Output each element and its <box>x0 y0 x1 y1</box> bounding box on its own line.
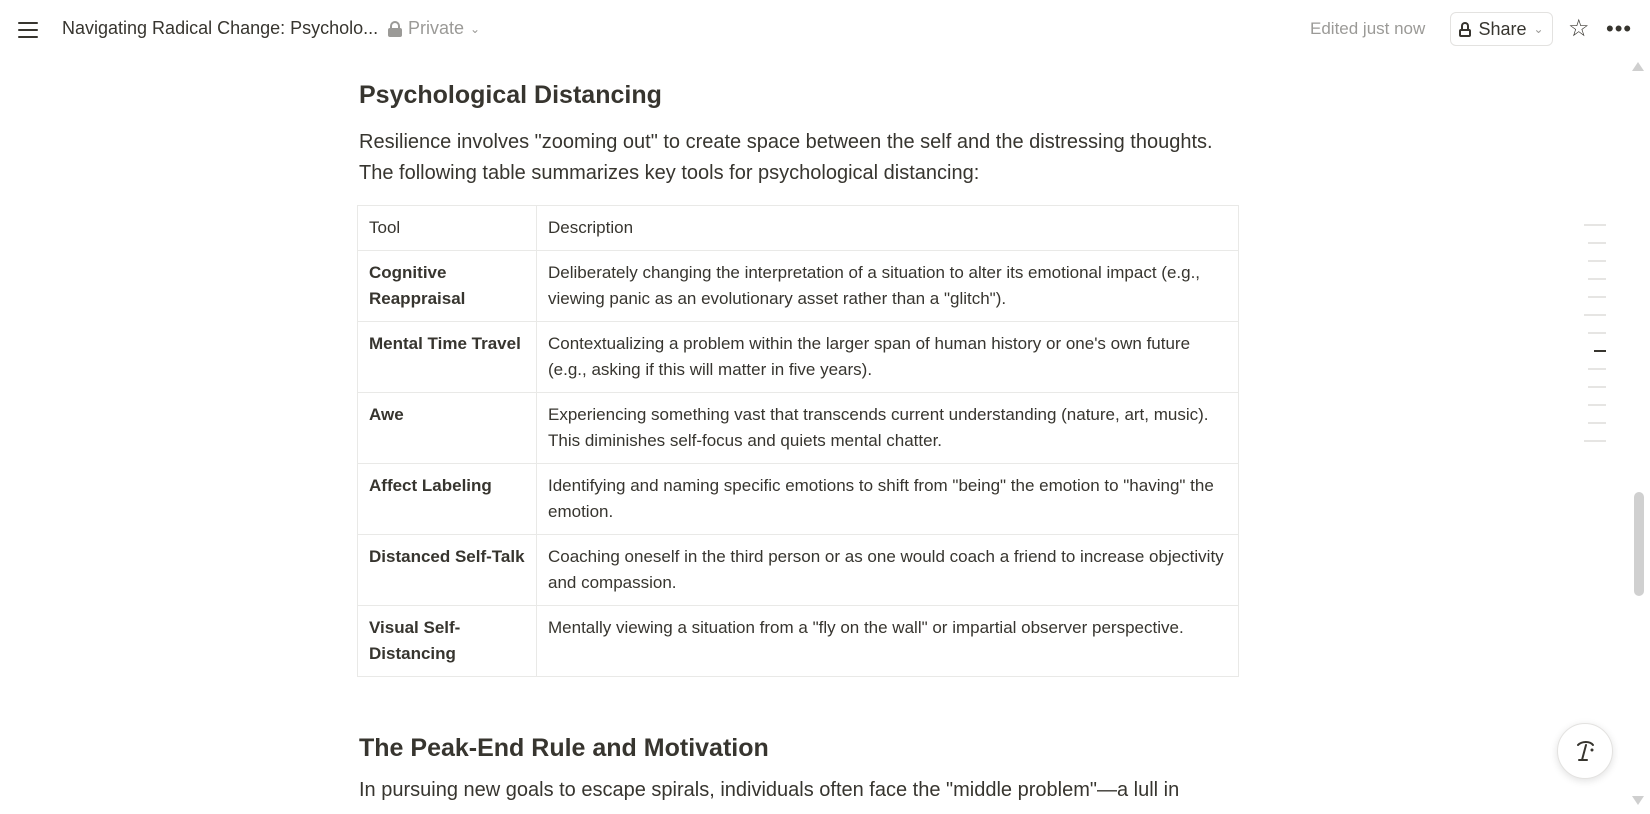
outline-tick[interactable] <box>1584 224 1606 226</box>
table-cell-description: Mentally viewing a situation from a "fly on the wall" or impartial observer perspective. <box>537 606 1239 677</box>
table-header-row <box>358 206 1239 251</box>
top-bar <box>0 0 1650 60</box>
ai-assistant-button[interactable] <box>1557 723 1613 779</box>
table-row <box>358 393 1239 464</box>
table-cell-tool: Affect Labeling <box>358 464 537 535</box>
table-cell-tool: Awe <box>358 393 537 464</box>
outline-tick[interactable] <box>1588 404 1606 406</box>
intro-line: Resilience involves "zooming out" to create space between the self and the distressing thoughts. <box>359 131 1213 153</box>
outline-tick[interactable] <box>1588 368 1606 370</box>
outline-tick[interactable] <box>1588 296 1606 298</box>
share-label: Share <box>1478 18 1527 39</box>
table-header-tool: Tool <box>358 206 537 251</box>
page-outline[interactable] <box>1584 224 1606 464</box>
table-row <box>358 606 1239 677</box>
outline-tick-active[interactable] <box>1594 350 1606 352</box>
table-cell-tool: Cognitive Reappraisal <box>358 251 537 322</box>
table-cell-description: Identifying and naming specific emotions to shift from "being" the emotion to "having" the emotion. <box>537 464 1239 535</box>
table-header-description: Description <box>537 206 1239 251</box>
scrollbar-thumb[interactable] <box>1634 492 1644 596</box>
lock-icon <box>388 21 402 37</box>
table-cell-tool: Visual Self-Distancing <box>358 606 537 677</box>
section-paragraph: In pursuing new goals to escape spirals, individuals often face the "middle problem"—a lull in <box>359 779 1180 801</box>
table-cell-tool: Mental Time Travel <box>358 322 537 393</box>
chevron-down-icon: ⌄ <box>470 21 481 36</box>
table-row <box>358 322 1239 393</box>
outline-tick[interactable] <box>1588 422 1606 424</box>
more-icon[interactable]: ••• <box>1606 16 1633 41</box>
chevron-down-icon: ⌄ <box>1533 22 1544 36</box>
table-row <box>358 251 1239 322</box>
table-cell-description: Contextualizing a problem within the larger span of human history or one's own future (e.g., asking if this will matter in five years). <box>537 322 1239 393</box>
table-cell-description: Coaching oneself in the third person or as one would coach a friend to increase objectivity and compassion. <box>537 535 1239 606</box>
page-title[interactable]: Navigating Radical Change: Psycholo... <box>62 18 379 38</box>
intro-line: The following table summarizes key tools for psychological distancing: <box>359 162 980 184</box>
table-cell-description: Experiencing something vast that transcends current understanding (nature, art, music). This diminishes self-focus and quiets mental chatter. <box>537 393 1239 464</box>
table-row <box>358 464 1239 535</box>
distancing-table <box>357 205 1239 677</box>
table-cell-tool: Distanced Self-Talk <box>358 535 537 606</box>
table-row <box>358 535 1239 606</box>
outline-tick[interactable] <box>1584 440 1606 442</box>
outline-tick[interactable] <box>1584 314 1606 316</box>
table-cell-description: Deliberately changing the interpretation of a situation to alter its emotional impact (e.g., viewing panic as an evolutionary asset rather than a "glitch"). <box>537 251 1239 322</box>
lock-icon <box>1459 22 1471 37</box>
outline-tick[interactable] <box>1588 260 1606 262</box>
privacy-dropdown[interactable] <box>388 18 480 39</box>
outline-tick[interactable] <box>1588 386 1606 388</box>
scroll-up-icon[interactable] <box>1632 62 1644 71</box>
edited-status: Edited just now <box>1310 19 1426 38</box>
section-heading: The Peak-End Rule and Motivation <box>359 734 769 762</box>
outline-tick[interactable] <box>1588 332 1606 334</box>
outline-tick[interactable] <box>1588 242 1606 244</box>
ai-face-icon <box>1570 736 1600 766</box>
outline-tick[interactable] <box>1588 278 1606 280</box>
privacy-label: Private <box>408 18 465 38</box>
section-heading: Psychological Distancing <box>359 81 662 109</box>
share-button[interactable] <box>1450 12 1553 46</box>
star-icon[interactable]: ☆ <box>1568 15 1590 42</box>
intro-paragraph <box>359 127 1239 189</box>
scroll-down-icon[interactable] <box>1632 796 1644 805</box>
menu-icon[interactable] <box>18 18 42 42</box>
